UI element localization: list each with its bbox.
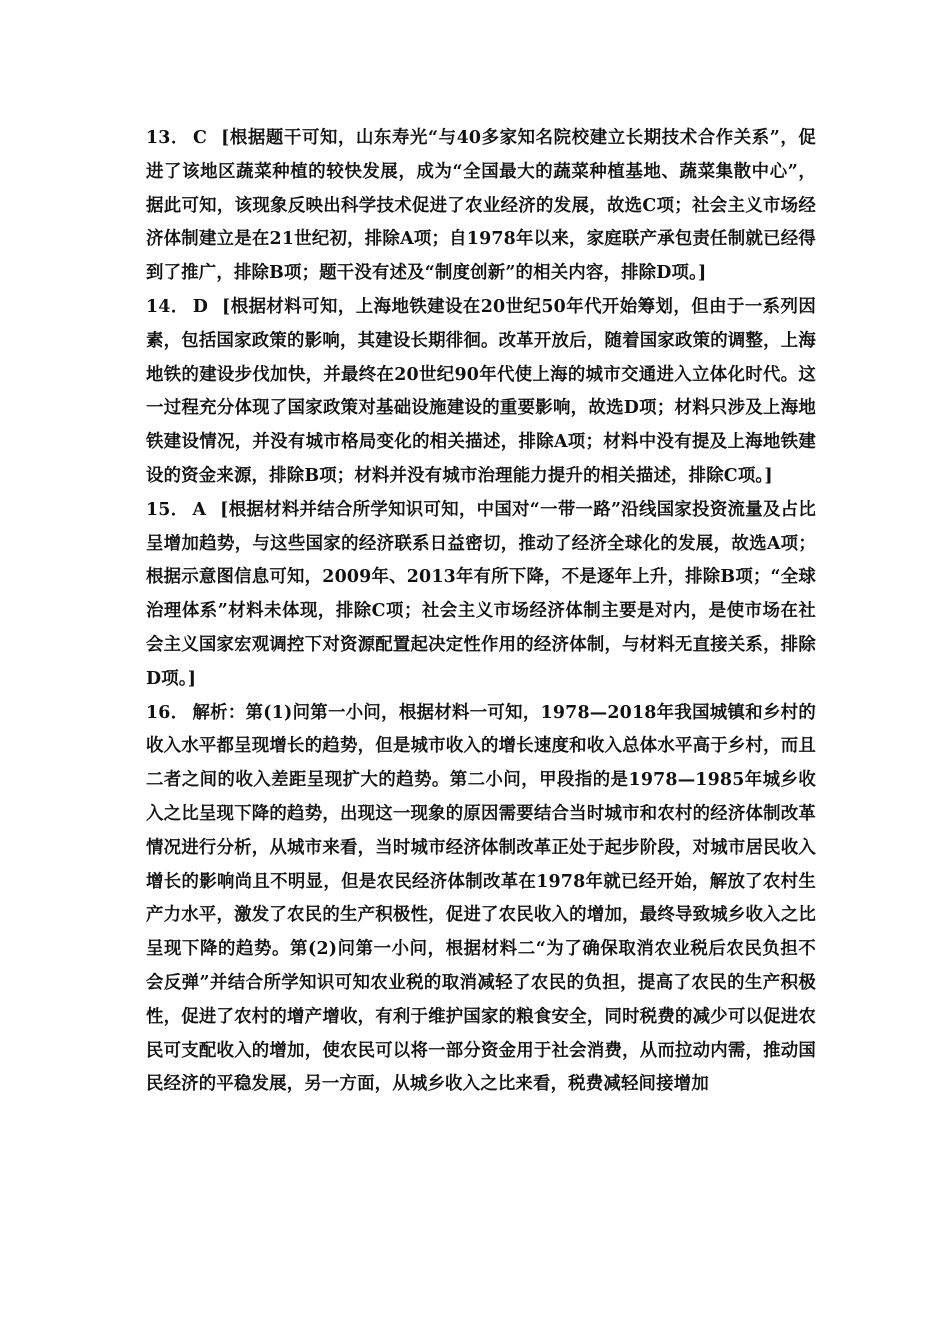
answer-choice: C (193, 128, 208, 148)
answer-14 (146, 291, 816, 494)
answer-13 (146, 122, 816, 291)
question-number: 13． (146, 128, 190, 148)
question-number: 16． (146, 702, 189, 723)
answer-15 (146, 494, 816, 697)
answer-choice: A (192, 499, 207, 520)
question-number: 15． (146, 499, 189, 520)
explanation-text: [根据材料并结合所学知识可知，中国对“一带一路”沿线国家投资流量及占比呈增加趋势，与这些国家的经济联系日益密切，推动了经济全球化的发展，故选A项；根据示意图信息可知，2009年、2013年有所下降，不是逐年上升，排除B项；“全球治理体系”材料未体现，排除C项；社会主义市场经济体制主要是对内，是使市场在社会主义国家宏观调控下对资源配置起决定性作用的经济体制，与材料无直接关系，排除D项。] (146, 499, 816, 689)
question-number: 14． (146, 296, 189, 317)
answer-choice: D (192, 296, 209, 317)
explanation-text: [根据题干可知，山东寿光“与40多家知名院校建立长期技术合作关系”，促进了该地区蔬菜种植的较快发展，成为“全国最大的蔬菜种植基地、蔬菜集散中心”，据此可知，该现象反映出科学技术促进了农业经济的发展，故选C项；社会主义市场经济体制建立是在21世纪初，排除A项；自1978年以来，家庭联产承包责任制就已经得到了推广，排除B项；题干没有述及“制度创新”的相关内容，排除D项。] (146, 128, 816, 284)
explanation-text: 第(1)问第一小问，根据材料一可知，1978—2018年我国城镇和乡村的收入水平都呈现增长的趋势，但是城市收入的增长速度和收入总体水平高于乡村，而且二者之间的收入差距呈现扩大的趋势。第二小问，甲段指的是1978—1985年城乡收入之比呈现下降的趋势，出现这一现象的原因需要结合当时城市和农村的经济体制改革情况进行分析，从城市来看，当时城市经济体制改革正处于起步阶段，对城市居民收入增长的影响尚且不明显，但是农民经济体制改革在1978年就已经开始，解放了农村生产力水平，激发了农民的生产积极性，促进了农民收入的增加，最终导致城乡收入之比呈现下降的趋势。第(2)问第一小问，根据材料二“为了确保取消农业税后农民负担不会反弹”并结合所学知识可知农业税的取消减轻了农民的负担，提高了农民的生产积极性，促进了农村的增产增收，有利于维护国家的粮食安全，同时税费的减少可以促进农民可支配收入的增加，使农民可以将一部分资金用于社会消费，从而拉动内需，推动国民经济的平稳发展，另一方面，从城乡收入之比来看，税费减轻间接增加 (146, 702, 816, 1095)
analysis-label: 解析： (192, 702, 246, 723)
explanation-text: [根据材料可知，上海地铁建设在20世纪50年代开始筹划，但由于一系列因素，包括国家政策的影响，其建设长期徘徊。改革开放后，随着国家政策的调整，上海地铁的建设步伐加快，并最终在20世纪90年代使上海的城市交通进入立体化时代。这一过程充分体现了国家政策对基础设施建设的重要影响，故选D项；材料只涉及上海地铁建设情况，并没有城市格局变化的相关描述，排除A项；材料中没有提及上海地铁建设的资金来源，排除B项；材料并没有城市治理能力提升的相关描述，排除C项。] (146, 296, 816, 486)
answer-16 (146, 697, 816, 1103)
answer-page (146, 122, 816, 1102)
